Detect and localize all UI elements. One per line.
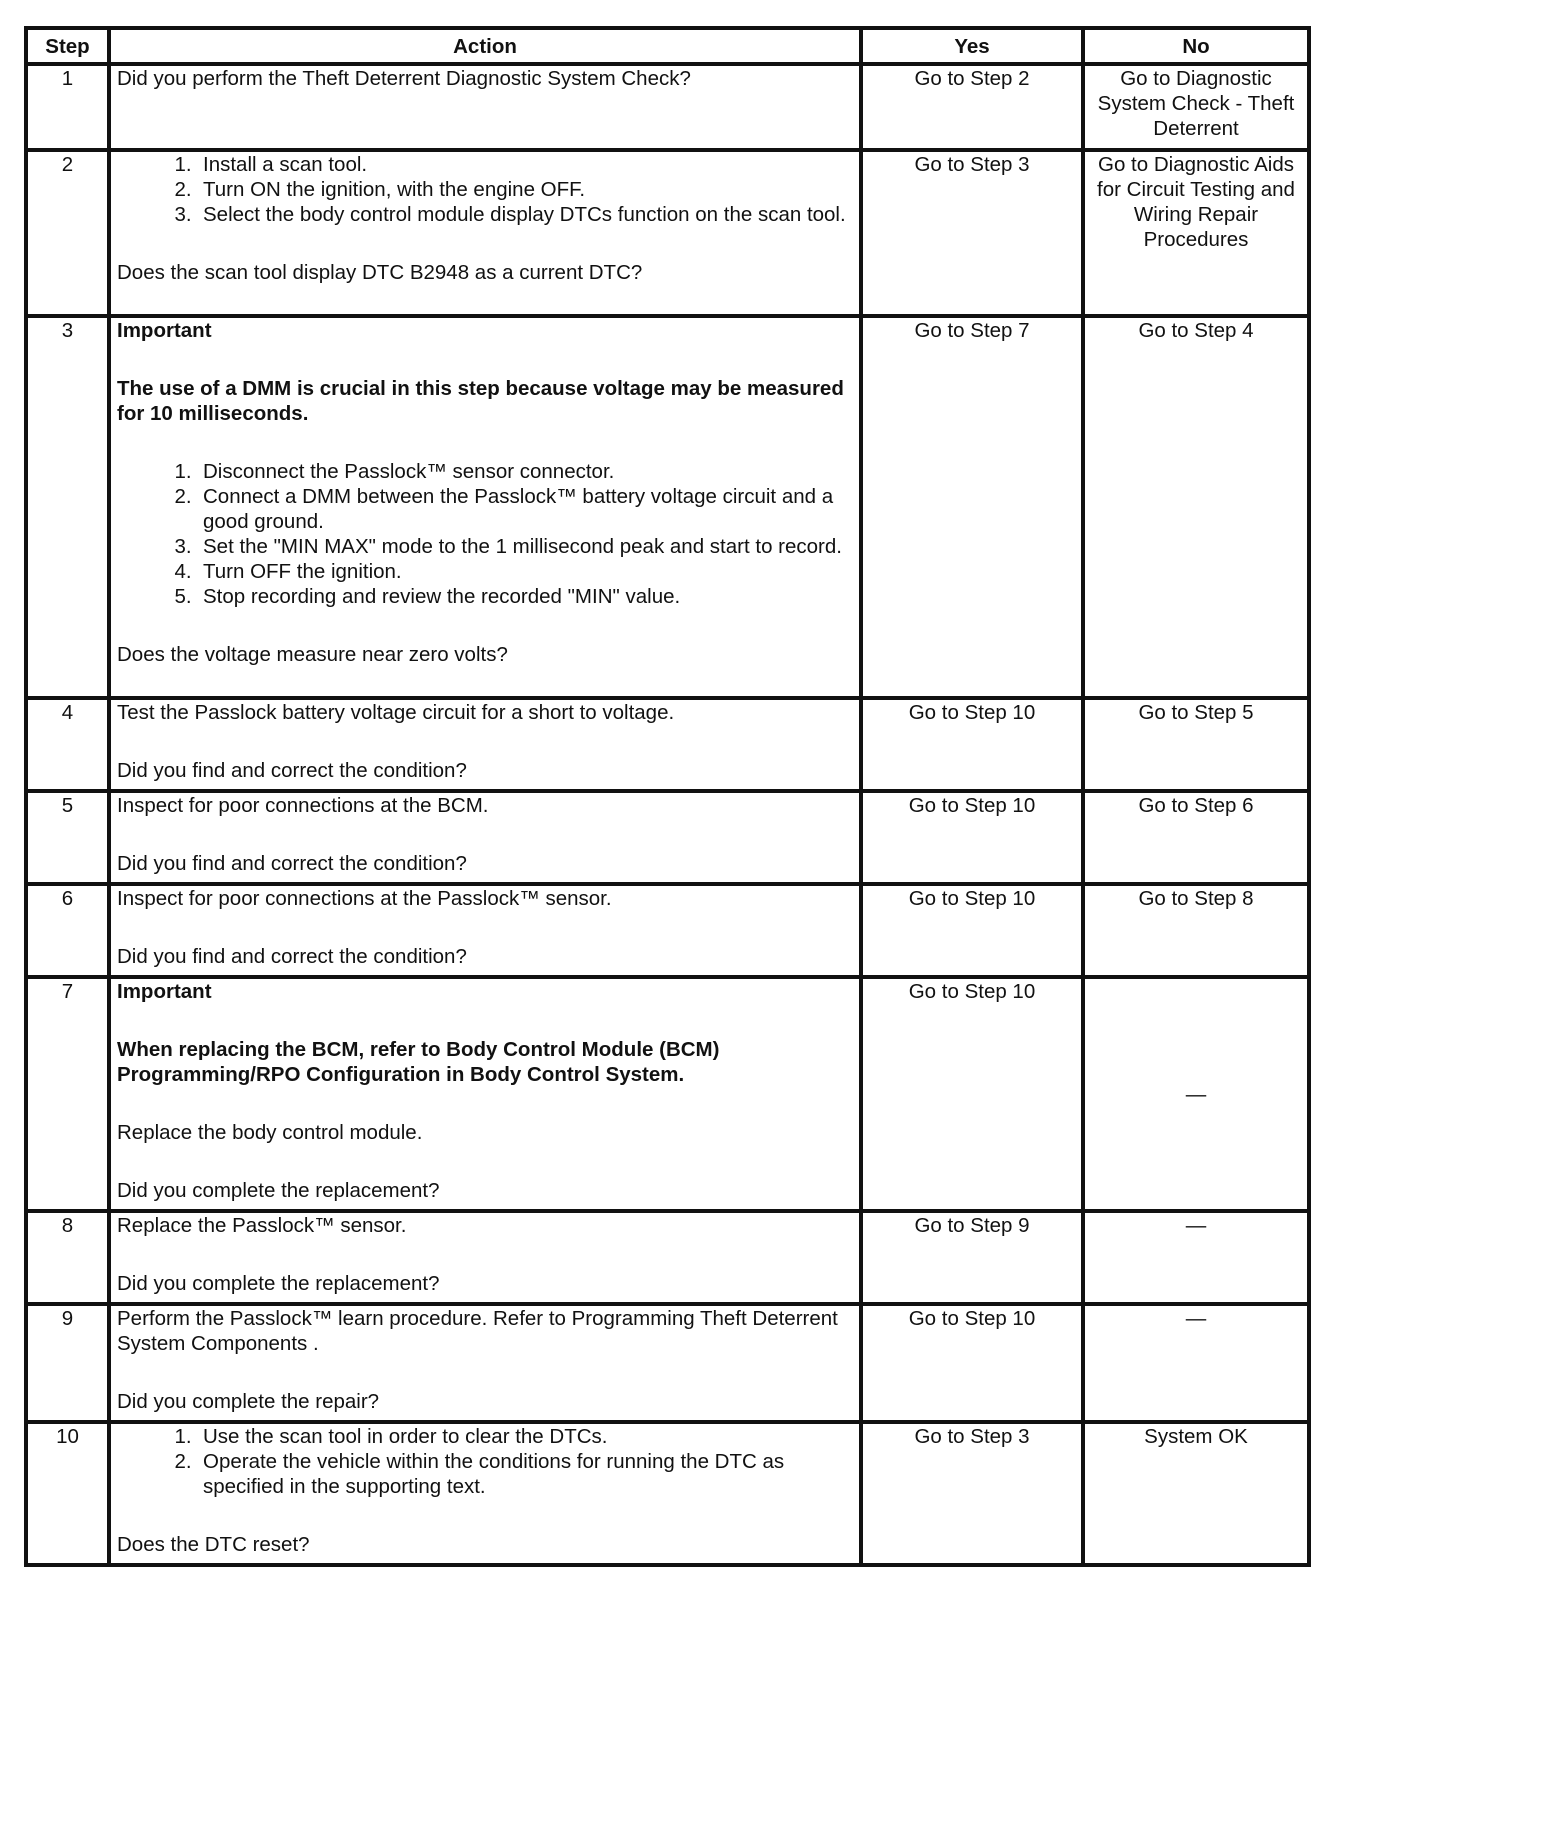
step-number: 3 <box>26 316 109 698</box>
list-item: 1. Install a scan tool. <box>203 152 853 177</box>
yes-cell: Go to Step 7 <box>861 316 1083 698</box>
question-text: Does the voltage measure near zero volts? <box>117 643 508 666</box>
question-text: Did you perform the Theft Deterrent Diagnostic System Check? <box>117 67 691 90</box>
list-item: 1. Disconnect the Passlock™ sensor connector. <box>203 459 853 484</box>
no-cell: Go to Step 4 <box>1083 316 1309 698</box>
list-item: 3. Select the body control module display DTCs function on the scan tool. <box>203 202 853 227</box>
yes-cell: Go to Step 10 <box>861 977 1083 1211</box>
yes-cell: Go to Step 2 <box>861 64 1083 150</box>
procedure-list <box>117 1424 853 1499</box>
table-row <box>26 316 1309 698</box>
step-number: 9 <box>26 1304 109 1422</box>
step-number: 1 <box>26 64 109 150</box>
question-text: Does the scan tool display DTC B2948 as a current DTC? <box>117 261 643 284</box>
list-item: 5. Stop recording and review the recorded "MIN" value. <box>203 584 853 609</box>
action-cell <box>109 316 861 698</box>
action-cell <box>109 1304 861 1422</box>
list-item: 2. Turn ON the ignition, with the engine OFF. <box>203 177 853 202</box>
step-number: 5 <box>26 791 109 884</box>
yes-cell: Go to Step 10 <box>861 1304 1083 1422</box>
action-text: Replace the Passlock™ sensor. <box>117 1214 407 1237</box>
no-cell: Go to Diagnostic System Check - Theft Deterrent <box>1083 64 1309 150</box>
question-text: Did you find and correct the condition? <box>117 852 467 875</box>
header-action: Action <box>109 28 861 64</box>
table-row <box>26 150 1309 316</box>
yes-cell: Go to Step 3 <box>861 150 1083 316</box>
question-text: Did you find and correct the condition? <box>117 759 467 782</box>
action-cell <box>109 884 861 977</box>
action-cell <box>109 791 861 884</box>
action-cell <box>109 150 861 316</box>
no-cell: Go to Step 5 <box>1083 698 1309 791</box>
list-item: 4. Turn OFF the ignition. <box>203 559 853 584</box>
step-number: 8 <box>26 1211 109 1304</box>
header-yes: Yes <box>861 28 1083 64</box>
step-number: 2 <box>26 150 109 316</box>
table-row <box>26 884 1309 977</box>
list-item: 3. Set the "MIN MAX" mode to the 1 millisecond peak and start to record. <box>203 534 853 559</box>
yes-cell: Go to Step 9 <box>861 1211 1083 1304</box>
no-cell: Go to Diagnostic Aids for Circuit Testing and Wiring Repair Procedures <box>1083 150 1309 316</box>
action-cell <box>109 64 861 150</box>
question-text: Does the DTC reset? <box>117 1533 310 1556</box>
table-row <box>26 64 1309 150</box>
yes-cell: Go to Step 10 <box>861 698 1083 791</box>
action-text: Replace the body control module. <box>117 1121 423 1144</box>
yes-cell: Go to Step 3 <box>861 1422 1083 1565</box>
table-row <box>26 1422 1309 1565</box>
list-item: 1. Use the scan tool in order to clear the DTCs. <box>203 1424 853 1449</box>
no-cell: Go to Step 6 <box>1083 791 1309 884</box>
header-step: Step <box>26 28 109 64</box>
action-cell <box>109 977 861 1211</box>
step-number: 6 <box>26 884 109 977</box>
procedure-list <box>117 459 853 609</box>
action-cell <box>109 1211 861 1304</box>
action-cell <box>109 1422 861 1565</box>
action-cell <box>109 698 861 791</box>
step-number: 4 <box>26 698 109 791</box>
action-text: Inspect for poor connections at the Passlock™ sensor. <box>117 887 612 910</box>
header-row <box>26 28 1309 64</box>
step-number: 10 <box>26 1422 109 1565</box>
procedure-list <box>117 152 853 227</box>
yes-cell: Go to Step 10 <box>861 791 1083 884</box>
question-text: Did you find and correct the condition? <box>117 945 467 968</box>
question-text: Did you complete the replacement? <box>117 1272 440 1295</box>
diagnostic-table <box>24 26 1311 1567</box>
question-text: Did you complete the replacement? <box>117 1179 440 1202</box>
table-row <box>26 791 1309 884</box>
important-label: Important <box>117 980 212 1003</box>
no-cell: Go to Step 8 <box>1083 884 1309 977</box>
action-text: Inspect for poor connections at the BCM. <box>117 794 489 817</box>
table-row <box>26 1211 1309 1304</box>
action-text: Perform the Passlock™ learn procedure. Refer to Programming Theft Deterrent System Components . <box>117 1307 838 1355</box>
no-cell: — <box>1083 1211 1309 1304</box>
table-row <box>26 977 1309 1211</box>
important-note: The use of a DMM is crucial in this step because voltage may be measured for 10 milliseconds. <box>117 377 844 425</box>
table-row <box>26 1304 1309 1422</box>
no-cell: — <box>1083 977 1309 1211</box>
table-row <box>26 698 1309 791</box>
step-number: 7 <box>26 977 109 1211</box>
important-note: When replacing the BCM, refer to Body Control Module (BCM) Programming/RPO Configuration in Body Control System. <box>117 1038 720 1086</box>
header-no: No <box>1083 28 1309 64</box>
list-item: 2. Connect a DMM between the Passlock™ battery voltage circuit and a good ground. <box>203 484 853 534</box>
important-label: Important <box>117 319 212 342</box>
list-item: 2. Operate the vehicle within the conditions for running the DTC as specified in the supporting text. <box>203 1449 853 1499</box>
no-cell: System OK <box>1083 1422 1309 1565</box>
action-text: Test the Passlock battery voltage circuit for a short to voltage. <box>117 701 675 724</box>
no-cell: — <box>1083 1304 1309 1422</box>
question-text: Did you complete the repair? <box>117 1390 380 1413</box>
yes-cell: Go to Step 10 <box>861 884 1083 977</box>
